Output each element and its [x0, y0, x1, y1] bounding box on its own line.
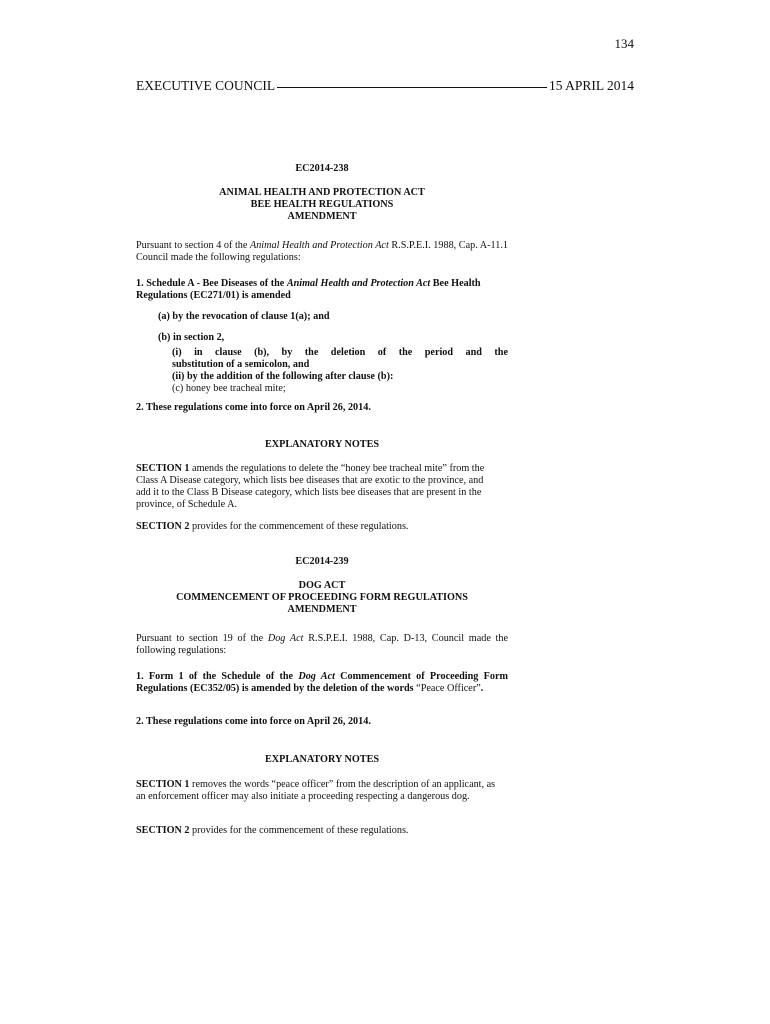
order1-notes-title: EXPLANATORY NOTES	[264, 439, 380, 450]
order1-s1-text-2: Bee Health Regulations (EC271/01) is amended	[136, 278, 481, 301]
order1-note2-text: provides for the commencement of these regulations.	[189, 521, 409, 532]
header-council: EXECUTIVE COUNCIL	[136, 78, 276, 93]
order2-id: EC2014-239	[295, 556, 349, 567]
order2-s1-quote: “Peace Officer”	[416, 683, 481, 694]
order2-intro	[136, 633, 508, 657]
order1-intro-text: Pursuant to section 4 of the	[136, 240, 250, 251]
order2-title-line3: AMENDMENT	[287, 604, 357, 615]
order1-id: EC2014-238	[295, 163, 349, 174]
order2-title	[136, 580, 508, 616]
order2-s1-end: .	[480, 683, 484, 694]
order1-title	[136, 187, 508, 223]
order1-item-i-line1: (i) in clause (b), by the deletion of the period and the	[172, 347, 508, 358]
order2-note1	[136, 779, 502, 803]
order2-intro-text-2: R.S.P.E.I. 1988, Cap. D-13, Council made the following regulations:	[136, 633, 508, 656]
order2-intro-text: Pursuant to section 19 of the	[136, 633, 268, 644]
order1-item-ii: (ii) by the addition of the following after clause (b):	[172, 371, 394, 382]
order2-title-line1: DOG ACT	[298, 580, 346, 591]
header-date: 15 APRIL 2014	[548, 78, 634, 93]
order1-item-c: (c) honey bee tracheal mite;	[172, 383, 286, 394]
order1-intro-text-2: R.S.P.E.I. 1988, Cap. A-11.1 Council made the following regulations:	[136, 240, 508, 263]
order1-note1-label: SECTION 1	[136, 463, 190, 474]
order2-s1-text: 1. Form 1 of the Schedule of the	[136, 671, 299, 682]
order1-title-line2: BEE HEALTH REGULATIONS	[250, 199, 394, 210]
order2-note2-text: provides for the commencement of these regulations.	[189, 825, 409, 836]
order1-item-i-line2: substitution of a semicolon, and	[172, 359, 310, 370]
order1-note1-text: amends the regulations to delete the “honey bee tracheal mite” from the Class A Disease category, which lists bee diseases that are exotic to the province, and add it to the Class B Disease category, which lists bee diseases that are present in the province, of Schedule A.	[136, 463, 485, 510]
order2-s1-text-2: Commencement of Proceeding Form Regulations (EC352/05) is amended by the deletion of the words	[136, 671, 508, 694]
order1-intro	[136, 240, 508, 264]
order2-note2	[136, 825, 508, 837]
order2-title-line2: COMMENCEMENT OF PROCEEDING FORM REGULATIONS	[176, 592, 468, 603]
order1-item-a: (a) by the revocation of clause 1(a); and	[158, 311, 330, 322]
order2-note1-label: SECTION 1	[136, 779, 190, 790]
order1-intro-act: Animal Health and Protection Act	[249, 240, 389, 251]
order2-intro-act: Dog Act	[267, 633, 304, 644]
order1-section2: 2. These regulations come into force on April 26, 2014.	[136, 402, 371, 413]
order2-note1-text: removes the words “peace officer” from the description of an applicant, as an enforcement officer may also initiate a proceeding respecting a dangerous dog.	[136, 779, 496, 802]
order1-s1-text: 1. Schedule A - Bee Diseases of the	[136, 278, 287, 289]
page-number: 134	[614, 36, 634, 51]
order1-note2-label: SECTION 2	[136, 521, 190, 532]
order1-title-line3: AMENDMENT	[287, 211, 357, 222]
order1-item-b: (b) in section 2,	[158, 332, 225, 343]
order1-note2	[136, 521, 508, 533]
header-rule	[277, 87, 547, 88]
order1-title-line1: ANIMAL HEALTH AND PROTECTION ACT	[219, 187, 425, 198]
order2-section1	[136, 671, 508, 695]
order1-section1	[136, 278, 508, 302]
order1-note1	[136, 463, 496, 511]
order2-notes-title: EXPLANATORY NOTES	[264, 754, 380, 765]
page-header	[136, 78, 634, 94]
order2-s1-act: Dog Act	[298, 671, 335, 682]
order1-s1-act: Animal Health and Protection Act	[286, 278, 431, 289]
order2-note2-label: SECTION 2	[136, 825, 190, 836]
order2-section2: 2. These regulations come into force on April 26, 2014.	[136, 716, 371, 727]
